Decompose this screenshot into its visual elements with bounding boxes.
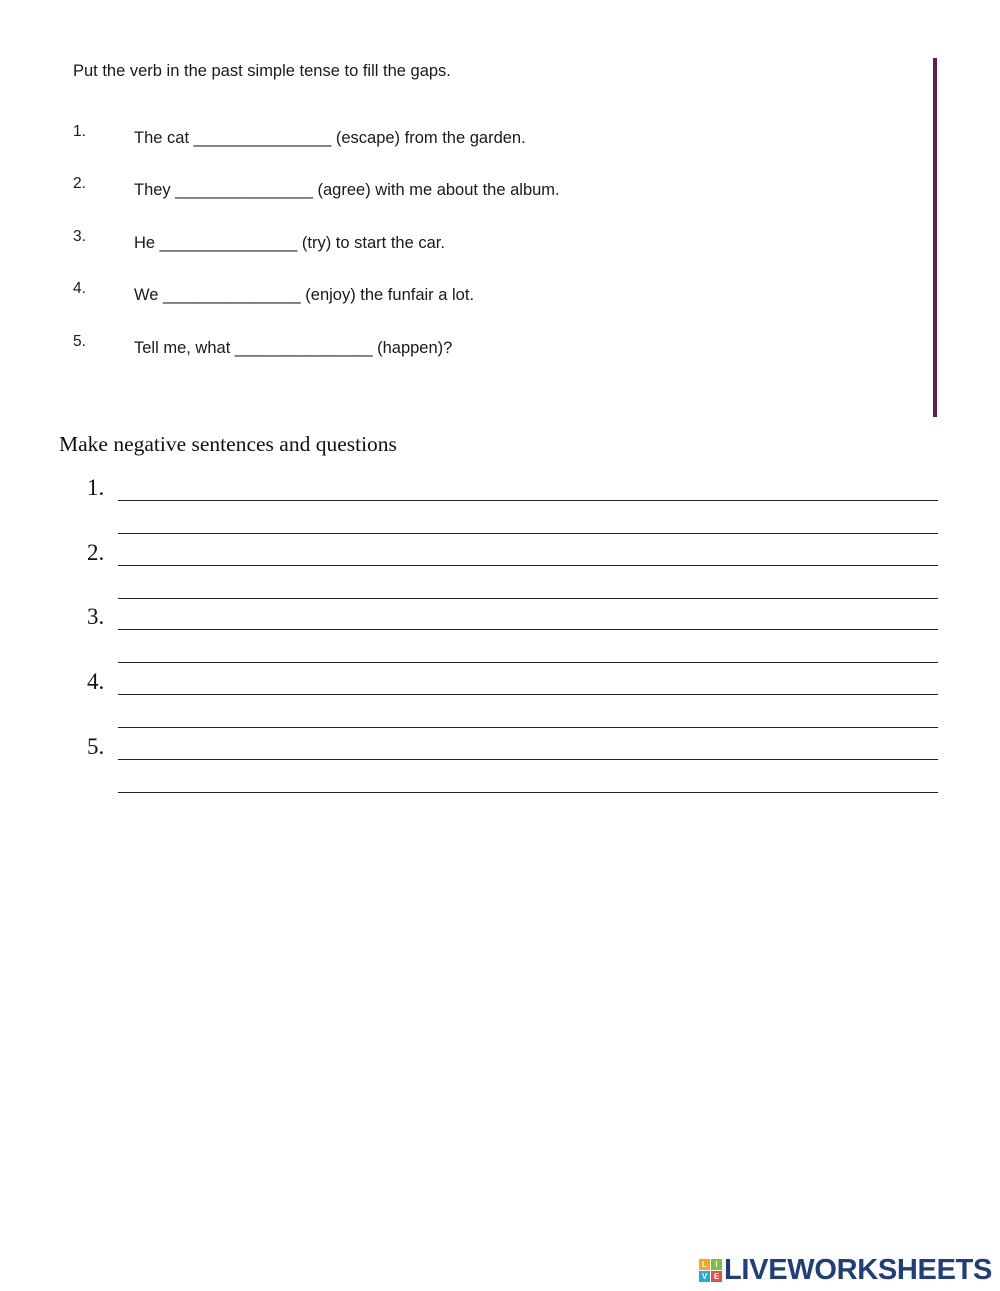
logo-tile-v: V <box>699 1271 710 1282</box>
answer-line-5a[interactable] <box>118 759 938 760</box>
logo-text: LIVEWORKSHEETS <box>724 1254 993 1286</box>
item-number: 5. <box>73 333 86 350</box>
answer-line-3b[interactable] <box>118 662 938 663</box>
answer-line-2a[interactable] <box>118 565 938 566</box>
answer-line-3a[interactable] <box>118 629 938 630</box>
liveworksheets-logo <box>699 1255 992 1285</box>
margin-bar <box>933 58 937 417</box>
section-title: Make negative sentences and questions <box>59 432 397 456</box>
answer-line-2b[interactable] <box>118 598 938 599</box>
item-number: 2. <box>73 175 86 192</box>
answer-number-2: 2. <box>87 540 105 565</box>
item-sentence: They _______________ (agree) with me about the album. <box>134 181 560 199</box>
item-sentence: The cat _______________ (escape) from the garden. <box>134 129 526 147</box>
item-sentence: He _______________ (try) to start the car. <box>134 234 445 252</box>
logo-icon <box>699 1259 722 1282</box>
answer-number-5: 5. <box>87 734 105 759</box>
answer-line-1b[interactable] <box>118 533 938 534</box>
answer-line-4a[interactable] <box>118 694 938 695</box>
item-number: 4. <box>73 280 86 297</box>
logo-tile-l: L <box>699 1259 710 1270</box>
logo-tile-i: I <box>711 1259 722 1270</box>
item-sentence: Tell me, what _______________ (happen)? <box>134 339 453 357</box>
answer-number-4: 4. <box>87 669 105 694</box>
answer-line-5b[interactable] <box>118 792 938 793</box>
answer-line-1a[interactable] <box>118 500 938 501</box>
item-sentence: We _______________ (enjoy) the funfair a lot. <box>134 286 475 304</box>
answer-line-4b[interactable] <box>118 727 938 728</box>
logo-tile-e: E <box>711 1271 722 1282</box>
item-number: 1. <box>73 123 86 140</box>
answer-number-3: 3. <box>87 604 105 629</box>
item-number: 3. <box>73 228 86 245</box>
instruction-text: Put the verb in the past simple tense to fill the gaps. <box>73 62 451 80</box>
answer-number-1: 1. <box>87 475 105 500</box>
